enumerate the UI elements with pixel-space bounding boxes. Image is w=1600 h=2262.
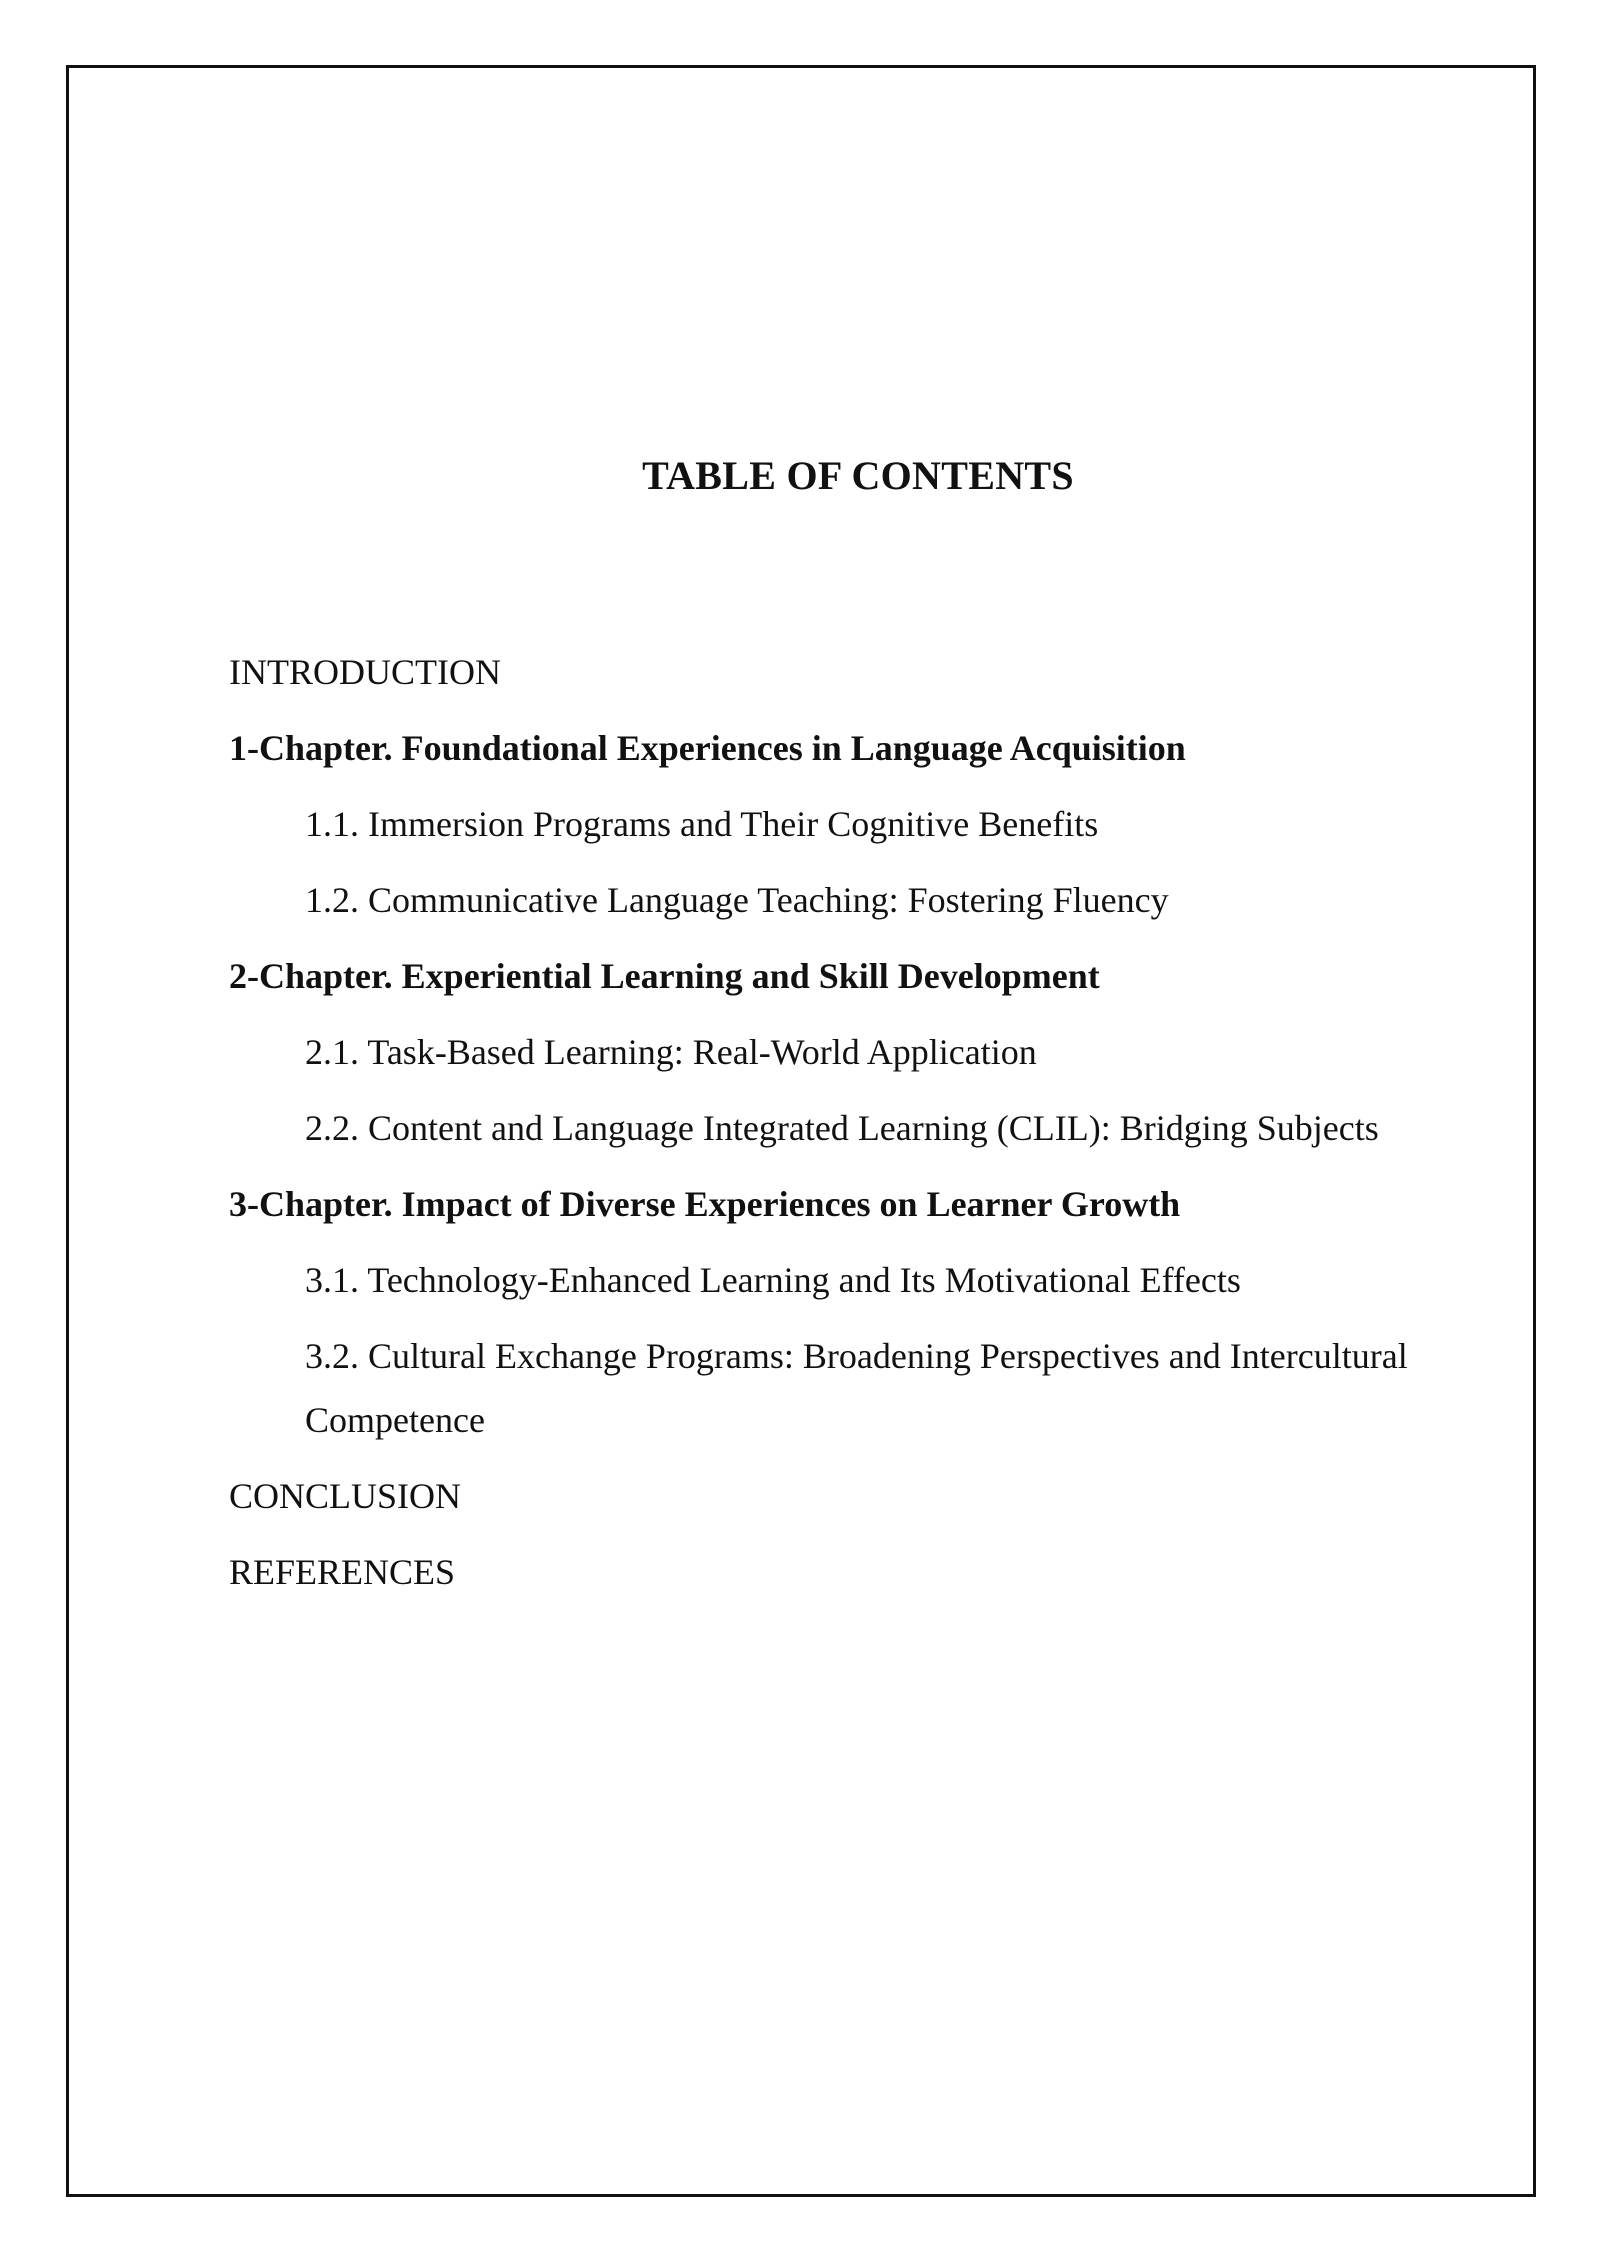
toc-list — [229, 640, 1489, 1616]
toc-entry-references: REFERENCES — [229, 1552, 456, 1592]
page-title: TABLE OF CONTENTS — [642, 453, 1074, 498]
toc-entry-1-1: 1.1. Immersion Programs and Their Cognitive Benefits — [305, 804, 1099, 844]
toc-entry-chapter-1: 1-Chapter. Foundational Experiences in Language Acquisition — [229, 728, 1186, 768]
toc-entry-introduction: INTRODUCTION — [229, 652, 501, 692]
toc-entry-chapter-2: 2-Chapter. Experiential Learning and Skill Development — [229, 956, 1100, 996]
toc-entry-conclusion: CONCLUSION — [229, 1476, 462, 1516]
toc-entry-chapter-3: 3-Chapter. Impact of Diverse Experiences on Learner Growth — [229, 1184, 1181, 1224]
toc-entry-3-1: 3.1. Technology-Enhanced Learning and Its Motivational Effects — [305, 1260, 1241, 1300]
toc-entry-1-2: 1.2. Communicative Language Teaching: Fostering Fluency — [305, 880, 1169, 920]
toc-entry-2-1: 2.1. Task-Based Learning: Real-World Application — [305, 1032, 1037, 1072]
toc-entry-3-2: 3.2. Cultural Exchange Programs: Broadening Perspectives and Intercultural Competence — [305, 1336, 1408, 1440]
toc-entry-2-2: 2.2. Content and Language Integrated Learning (CLIL): Bridging Subjects — [305, 1108, 1379, 1148]
